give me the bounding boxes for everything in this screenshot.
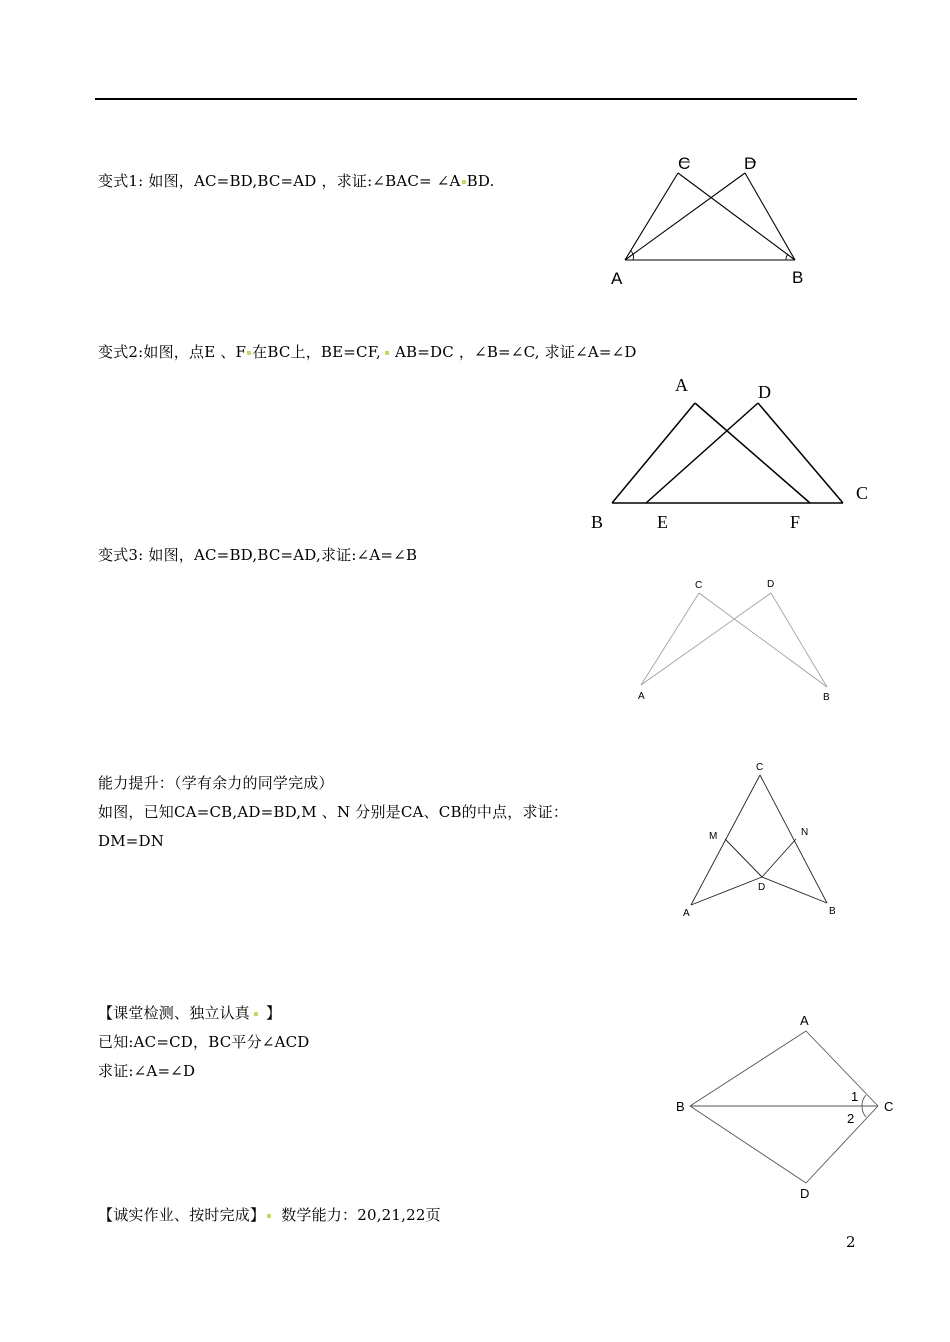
variant-2-text: 变式2:如图，点E 、F 在BC上，BE=CF, AB=DC ，∠B=∠C, 求证∠A=∠D <box>98 343 637 361</box>
figure-3 <box>641 593 827 687</box>
fig2-label-f: F <box>790 512 801 532</box>
class-check-prove: 求证:∠A=∠D <box>98 1062 196 1080</box>
fig3-label-a: A <box>638 691 645 702</box>
figure-1 <box>625 173 795 260</box>
figure-2 <box>612 403 843 503</box>
class-check-given: 已知:AC=CD，BC平分∠ACD <box>98 1033 310 1051</box>
class-check-title: 【课堂检测、独立认真 】 <box>98 1004 282 1022</box>
fig4-label-b: B <box>829 906 836 917</box>
fig2-label-d: D <box>758 382 771 402</box>
fig4-label-m: M <box>709 831 718 842</box>
fig2-label-c: C <box>856 483 869 503</box>
ability-goal: DM=DN <box>98 832 165 850</box>
fig5-label-c: C <box>884 1099 894 1114</box>
variant-3-text: 变式3: 如图，AC=BD,BC=AD,求证:∠A=∠B <box>98 546 418 564</box>
fig3-label-d: D <box>767 579 775 590</box>
ability-statement: 如图，已知CA=CB,AD=BD,M 、N 分别是CA、CB的中点，求证： <box>98 803 569 821</box>
fig5-label-d: D <box>800 1186 810 1201</box>
fig4-label-d: D <box>758 882 766 893</box>
fig1-label-a: A <box>611 269 623 288</box>
figure-5 <box>690 1031 878 1183</box>
ability-title: 能力提升：（学有余力的同学完成） <box>98 774 334 792</box>
fig5-label-b: B <box>676 1099 685 1114</box>
fig1-label-d: D <box>744 154 757 173</box>
fig5-angle-1-label: 1 <box>851 1089 859 1104</box>
fig1-label-c: C <box>678 154 691 173</box>
fig2-label-e: E <box>657 512 668 532</box>
fig2-label-b: B <box>591 512 604 532</box>
fig3-label-b: B <box>823 692 830 703</box>
fig5-angle-2-label: 2 <box>847 1111 855 1126</box>
fig4-label-a: A <box>683 908 690 919</box>
variant-1-text: 变式1: 如图，AC=BD,BC=AD ，求证:∠BAC= ∠A BD. <box>98 172 495 190</box>
fig4-label-c: C <box>756 762 764 773</box>
fig2-label-a: A <box>675 375 688 395</box>
fig4-label-n: N <box>801 827 809 838</box>
homework-line: 【诚实作业、按时完成】 数学能力：20,21,22页 <box>98 1206 441 1224</box>
page-number: 2 <box>846 1233 856 1251</box>
fig1-label-b: B <box>792 268 804 287</box>
fig3-label-c: C <box>695 580 703 591</box>
fig5-label-a: A <box>800 1013 809 1028</box>
